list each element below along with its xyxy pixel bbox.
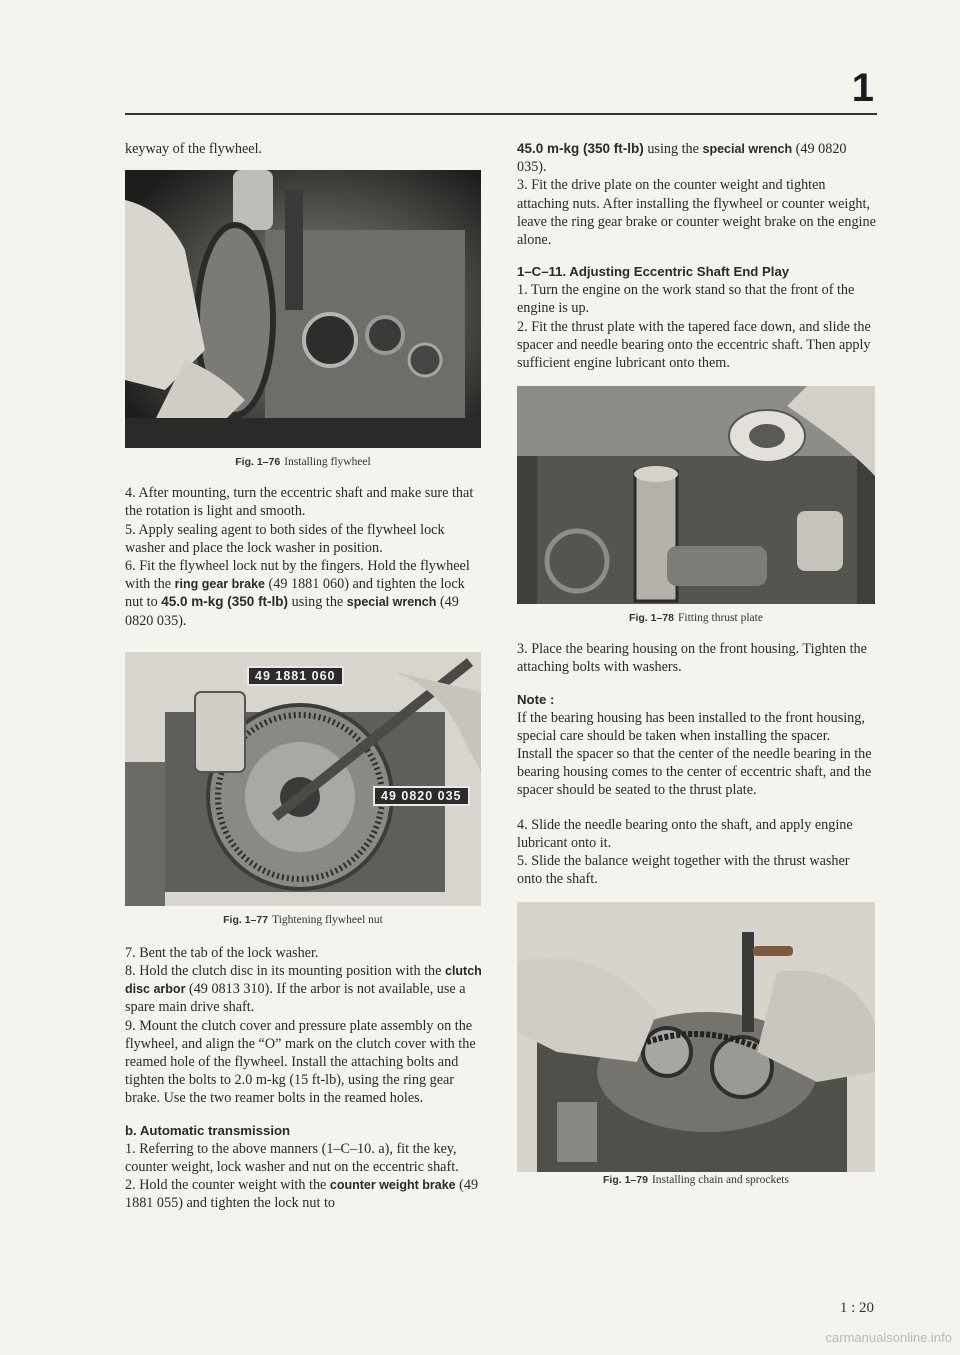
step-9: 9. Mount the clutch cover and pressure plate assembly on the flywheel, and align the “O” mark on the clutch cover with the reamed hole of the flywheel. Install the attaching bolts and tighten the bolts to 2.0 m-kg (15 ft-lb), using the ring gear brake. Use the two reamer bolts in the reamed holes. [125,1017,476,1107]
note-heading: Note : [517,691,555,707]
end-play-step-4: 4. Slide the needle bearing onto the shaft, and apply engine lubricant onto it. [517,816,853,851]
figure-label: Fig. 1–76 [235,456,281,469]
step-8 [125,962,485,1017]
figure-1-77-caption [125,914,481,926]
flywheel-nut-photo [125,652,481,906]
torque-spec: 45.0 m-kg (350 ft-lb) [161,594,289,610]
step-5: 5. Apply sealing agent to both sides of the flywheel lock washer and place the lock washer in position. [125,521,445,556]
continued-b: (49 0820 035). [517,141,847,176]
step-b2-b: (49 1881 055) and tighten the lock nut to [125,1177,479,1212]
figure-title: Fitting thrust plate [677,612,763,625]
figure-1-76-caption [125,456,481,468]
step-3-drive-plate: 3. Fit the drive plate on the counter weight and tighten attaching nuts. After installing the flywheel or counter weight, leave the ring gear brake or counter weight brake on the engine alone. [517,177,876,249]
figure-1-77 [125,652,481,906]
special-wrench-term: special wrench [702,142,793,156]
chapter-number: 1 [851,66,874,110]
figure-1-79 [517,902,875,1172]
section-end-play: 1–C–11. Adjusting Eccentric Shaft End Play [517,264,790,280]
torque-spec: 45.0 m-kg (350 ft-lb) [517,141,644,156]
step-b2-a: 2. Hold the counter weight with the [125,1177,327,1194]
continued-step [517,140,877,176]
page-number: 1 : 20 [839,1300,874,1316]
figure-label: Fig. 1–78 [629,612,674,625]
figure-1-78-caption [517,612,875,624]
step-b1: 1. Referring to the above manners (1–C–10. a), fit the key, counter weight, lock washer and nut on the eccentric shaft. [125,1140,459,1175]
watermark: carmanualsonline.info [825,1330,952,1345]
ring-gear-brake-term: ring gear brake [174,577,265,592]
figure-title: Installing flywheel [284,456,371,469]
chain-sprocket-photo [517,902,875,1172]
figure-1-78 [517,386,875,604]
figure-label: Fig. 1–77 [223,913,269,926]
flywheel-install-photo [125,170,481,448]
tool-tag-special-wrench: 49 0820 035 [373,786,470,806]
figure-1-79-caption [517,1174,875,1186]
end-play-step-2: 2. Fit the thrust plate with the tapered face down, and slide the spacer and needle bearing onto the eccentric shaft. Then apply sufficient engine lubricant onto them. [517,318,871,372]
left-column [125,140,485,1212]
counter-weight-brake-term: counter weight brake [329,1178,456,1193]
continued-a: using the [647,141,699,157]
note-text-2: Install the spacer so that the center of the needle bearing in the bearing housing comes to the center of eccentric shaft, and the spacer should be seated to the thrust plate. [517,746,872,799]
figure-title: Installing chain and sprockets [651,1174,789,1187]
figure-title: Tightening flywheel nut [272,913,383,926]
step-6-b: (49 1881 060) and tighten the lock nut to [125,576,465,611]
step-8-a: 8. Hold the clutch disc in its mounting position with the [125,963,442,980]
step-6 [125,557,485,630]
right-column [517,140,877,1186]
figure-1-76 [125,170,481,448]
step-8-b: (49 0813 310). If the arbor is not available, use a spare main drive shaft. [125,981,466,1016]
thrust-plate-photo [517,386,875,604]
step-7: 7. Bent the tab of the lock washer. [125,944,319,961]
end-play-step-5: 5. Slide the balance weight together with the thrust washer onto the shaft. [517,853,850,888]
intro-text: keyway of the flywheel. [125,141,263,157]
step-6-a: 6. Fit the flywheel lock nut by the fingers. Hold the flywheel with the [125,558,470,593]
header-rule [125,113,877,115]
step-6-d: (49 0820 035). [125,594,459,629]
figure-label: Fig. 1–79 [603,1174,648,1187]
note-text-1: If the bearing housing has been installed to the front housing, special care should be taken when installing the spacer. [517,709,865,744]
end-play-step-3: 3. Place the bearing housing on the front housing. Tighten the attaching bolts with washers. [517,641,867,676]
clutch-disc-arbor-term: clutch disc arbor [125,964,482,997]
tool-tag-ring-gear-brake: 49 1881 060 [247,666,344,686]
end-play-step-1: 1. Turn the engine on the work stand so that the front of the engine is up. [517,282,855,317]
step-4: 4. After mounting, turn the eccentric shaft and make sure that the rotation is light and smooth. [125,485,474,520]
step-b2 [125,1176,485,1212]
step-6-c: using the [291,594,344,611]
section-automatic-transmission: b. Automatic transmission [125,1122,291,1138]
special-wrench-term: special wrench [346,595,437,610]
